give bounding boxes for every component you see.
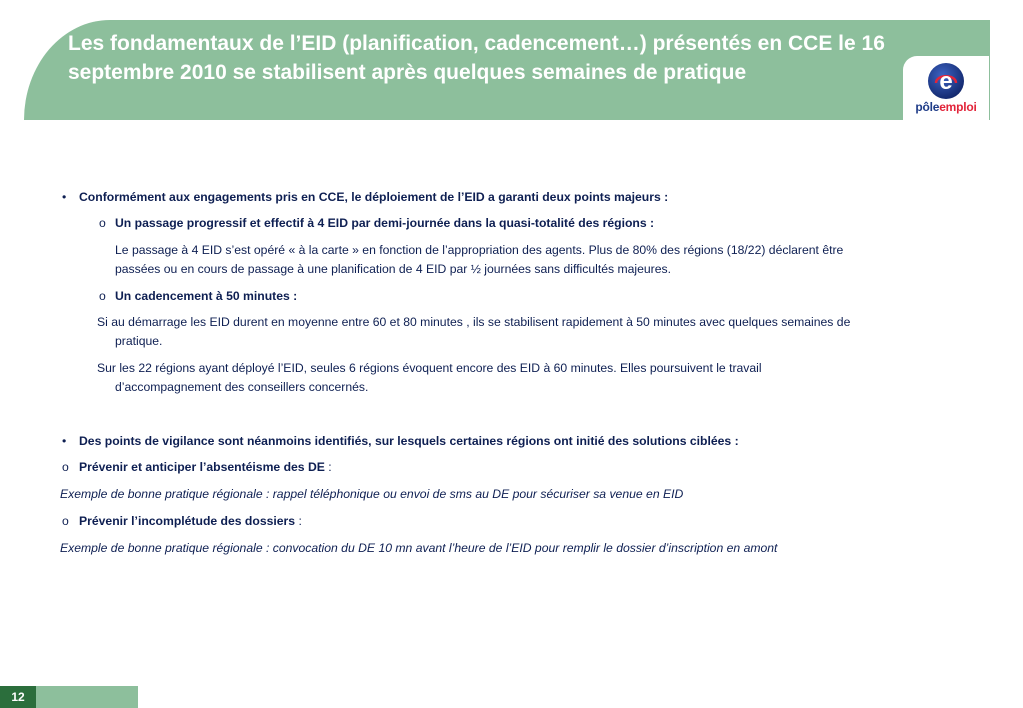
sub2-para2-line2: d’accompagnement des conseillers concernés. xyxy=(115,380,369,394)
item1-example: Exemple de bonne pratique régionale : rappel téléphonique ou envoi de sms au DE pour sécuriser sa venue en EID xyxy=(60,487,684,501)
item2-suffix: : xyxy=(295,514,302,528)
section1-heading: Conformément aux engagements pris en CCE, le déploiement de l’EID a garanti deux points majeurs : xyxy=(79,190,669,204)
sub-marker: o xyxy=(99,216,106,230)
logo-e-icon xyxy=(927,62,965,100)
item2-example: Exemple de bonne pratique régionale : convocation du DE 10 mn avant l’heure de l’EID pour remplir le dossier d’inscription en amont xyxy=(60,541,778,555)
logo-word-pole: pôle xyxy=(915,100,940,114)
sub2-para1-line1: Si au démarrage les EID durent en moyenne entre 60 et 80 minutes , ils se stabilisent rapidement à 50 minutes avec quelques semaines de xyxy=(97,315,851,329)
item1-line xyxy=(79,458,332,477)
sub2-para2-line1: Sur les 22 régions ayant déployé l’EID, seules 6 régions évoquent encore des EID à 60 minutes. Elles poursuivent le travail xyxy=(97,361,762,375)
item2-line xyxy=(79,512,302,531)
logo-wordmark xyxy=(903,100,989,114)
bullet-marker: • xyxy=(62,190,67,204)
logo-word-emploi: emploi xyxy=(939,100,977,114)
section2-heading: Des points de vigilance sont néanmoins identifiés, sur lesquels certaines régions ont initié des solutions ciblées : xyxy=(79,434,739,448)
pole-emploi-logo xyxy=(903,56,989,120)
item-marker: o xyxy=(62,514,69,528)
bullet-marker: • xyxy=(62,434,67,448)
sub2-para1-line2: pratique. xyxy=(115,334,163,348)
page-number: 12 xyxy=(0,686,36,708)
sub1-heading: Un passage progressif et effectif à 4 EID par demi-journée dans la quasi-totalité des régions : xyxy=(115,216,655,230)
logo-letter: e xyxy=(939,68,953,95)
item1-heading: Prévenir et anticiper l’absentéisme des DE xyxy=(79,460,325,474)
sub-marker: o xyxy=(99,289,106,303)
slide-title: Les fondamentaux de l’EID (planification, cadencement…) présentés en CCE le 16 septembre 2010 se stabilisent après quelques semaines de pratique xyxy=(68,32,885,84)
sub2-heading: Un cadencement à 50 minutes : xyxy=(115,289,298,303)
sub1-text-line1: Le passage à 4 EID s’est opéré « à la carte » en fonction de l’appropriation des agents. Plus de 80% des régions (18/22) déclarent être xyxy=(115,243,844,257)
footer-bar xyxy=(36,686,138,708)
item-marker: o xyxy=(62,460,69,474)
sub1-text-line2: passées ou en cours de passage à une planification de 4 EID par ½ journées sans difficultés majeures. xyxy=(115,262,672,276)
item1-suffix: : xyxy=(324,460,332,474)
item2-heading: Prévenir l’incomplétude des dossiers xyxy=(79,514,296,528)
